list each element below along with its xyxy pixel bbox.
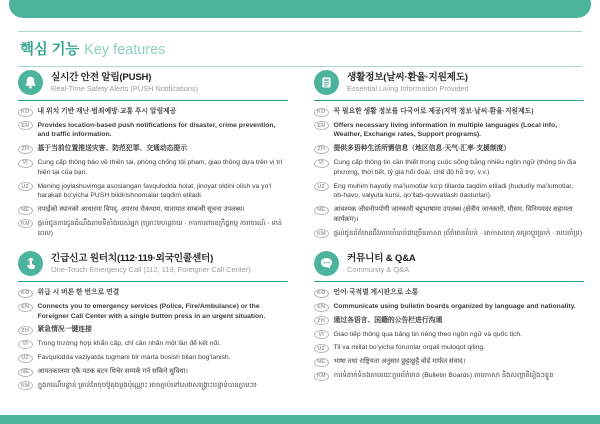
section-title: 긴급신고 원터치(112·119·외국인콜센터) [51, 252, 214, 264]
list-item [314, 302, 584, 312]
section-emergency-call-header [18, 251, 288, 282]
list-item [18, 381, 288, 391]
translation-text: Giao tiếp thông qua bảng tin riêng theo ngôn ngữ và quốc tịch. [333, 330, 523, 338]
list-item [314, 182, 584, 201]
section-title: 생활정보(날씨·환율·지원제도) [347, 71, 468, 83]
lang-badge: KM [18, 381, 33, 390]
lang-badge: VI [314, 159, 329, 168]
translation-text: ក្នុងករណីបន្ទាន់ គ្រាន់តែចុចប៊ូតុងម្តងប៉ុណ្ណោះ អាចភ្ជាប់ទៅសេវាសង្គ្រោះបន្ទាន់បានភ្លាមៗ៖ [37, 381, 257, 389]
section-emergency-call [18, 251, 288, 390]
features-grid [18, 70, 584, 390]
translation-text: 꼭 필요한 생활 정보를 다국어로 제공(지역 정보·날씨·환율·지원제도) [333, 108, 534, 115]
translation-text: Cung cấp thông tin cần thiết trong cuộc sống bằng nhiều ngôn ngữ (thông tin địa phương, thời tiết, tỷ giá hối đoái, chế độ hỗ trợ, v.v.) [333, 159, 577, 176]
news-icon [314, 70, 339, 95]
lang-badge: ZH [18, 326, 33, 335]
list-item [314, 357, 584, 367]
lang-badge: NE [18, 206, 33, 215]
translation-list [314, 107, 584, 238]
touch-icon [18, 251, 43, 276]
list-item [314, 107, 584, 117]
translation-text: Favqulodda vaziyatda tugmani bir marta bosish bilan bog‘lanish. [37, 354, 231, 362]
list-item [18, 367, 288, 377]
lang-badge: VI [18, 340, 33, 349]
lang-badge: EN [314, 121, 329, 130]
lang-badge: EN [18, 121, 33, 130]
translation-text: Communicate using bulletin boards organized by language and nationality. [333, 303, 576, 310]
list-item [18, 325, 288, 335]
lang-badge: UZ [18, 182, 33, 191]
bottom-accent-bar [0, 415, 600, 424]
translation-text: Trong trường hợp khẩn cấp, chỉ cần nhấn một lần để kết nối. [37, 340, 221, 348]
lang-badge: UZ [314, 182, 329, 191]
lang-badge: NE [314, 206, 329, 215]
list-item [314, 288, 584, 298]
translation-text: Connects you to emergency services (Police, Fire/Ambulance) or the Foreigner Call Center with a single button press in an urgent situation. [37, 303, 266, 320]
lang-badge: KM [18, 219, 33, 228]
list-item [18, 158, 288, 177]
list-item [18, 205, 288, 215]
translation-text: 내 위치 기반 재난·범죄예방·교통 푸시 알림제공 [37, 108, 177, 115]
page-title-english: Key features [84, 42, 166, 58]
translation-list [18, 107, 288, 238]
lang-badge: VI [18, 159, 33, 168]
lang-badge: ZH [314, 145, 329, 154]
translation-list [18, 288, 288, 390]
list-item [18, 339, 288, 349]
section-subtitle: Real-Time Safety Alerts (PUSH Notifications) [51, 83, 199, 93]
translation-text: Til va millat bo‘yicha forumlar orqali muloqot qiling. [333, 344, 486, 352]
list-item [314, 229, 584, 239]
translation-text: तपाईंको स्थानको आधारमा विपद्, अपराध रोकथाम, यातायात सम्बन्धी सूचना उपलब्ध। [37, 206, 245, 214]
translation-text: भाषा तथा राष्ट्रियता अनुसार छुट्टाछुट्टै बोर्ड मार्फत संवाद। [333, 358, 466, 366]
list-item [18, 353, 288, 363]
chat-icon [314, 251, 339, 276]
translation-text: 紧急情况一键连接 [37, 326, 92, 334]
section-safety-alerts-header [18, 70, 288, 101]
lang-badge: EN [314, 303, 329, 312]
section-subtitle: Essential Living Information Provided [347, 83, 469, 93]
section-living-info-header [314, 70, 584, 101]
section-title: 커뮤니티 & Q&A [347, 252, 416, 264]
lang-badge: ZH [18, 145, 33, 154]
list-item [314, 144, 584, 154]
translation-text: ការទំនាក់ទំនងតាមរយៈក្តារព័ត៌មាន (Bulletin Boards) តាមភាសា និងសញ្ជាតិរៀងៗខ្លួន [333, 372, 554, 380]
page-title-korean: 핵심 기능 [20, 42, 80, 58]
translation-text: Cung cấp thông báo về thiên tai, phòng chống tội phạm, giao thông dựa trên vị trí hiện tại của bạn. [37, 159, 283, 176]
translation-list [314, 288, 584, 381]
translation-text: आवश्यक जीवनोपयोगी जानकारी बहुभाषामा उपलब्ध (क्षेत्रीय जानकारी, मौसम, विनिमयदर सहायता कार्यक्रम)। [333, 206, 573, 223]
translation-text: 基于当前位置推送灾害、防范犯罪、交通动态提示 [37, 145, 188, 153]
translation-text: Mening joylashuvimga asoslangan favqulodda holat, jinoyat oldini olish va yo‘l harakati bo‘yicha PUSH bildirishnomalar taqdim etiladi. [37, 182, 272, 200]
translation-text: Offers necessary living information in multiple languages (Local info, Weather, Exchange rates, Support programs). [333, 121, 558, 139]
section-community-header [314, 251, 584, 282]
section-subtitle: One-Touch Emergency Call (112, 119, Foreigner Call Center) [51, 264, 251, 274]
list-item [314, 158, 584, 177]
list-item [314, 330, 584, 340]
translation-text: ផ្តល់ជូនការជូនដំណឹងតាមទីតាំងរបស់អ្នក (គ្រោះមហន្តរាយ · ការការពារឧក្រិដ្ឋកម្ម /ចរាចរណ៍ · ទាន់ពេល) [37, 219, 283, 237]
top-accent-bar [9, 0, 591, 18]
list-item [314, 316, 584, 326]
list-item [314, 121, 584, 140]
list-item [18, 219, 288, 238]
list-item [314, 371, 584, 381]
list-item [18, 121, 288, 140]
page-title [18, 31, 582, 67]
lang-badge: NE [314, 358, 329, 367]
lang-badge: KM [314, 229, 329, 238]
section-living-info [314, 70, 584, 238]
translation-text: Provides location-based push notifications for disaster, crime prevention, and traffic information. [37, 121, 276, 139]
translation-text: 提供多语种生活所需信息（地区信息·天气·汇率·支援制度） [333, 145, 511, 153]
list-item [18, 144, 288, 154]
translation-text: आपतकालमा एकै पटक बटन थिचेर सम्पर्क गर्न सकिने सुविधा। [37, 367, 188, 375]
translation-text: Eng muhim hayotiy ma’lumotlar ko‘p tillarda taqdim etiladi (hududiy ma’lumotlar, ob-havo, valyuta kursi, qo‘llab-quvvatlash dasturlari). [333, 182, 574, 200]
section-safety-alerts [18, 70, 288, 238]
lang-badge: EN [18, 303, 33, 312]
bell-icon [18, 70, 43, 95]
lang-badge: KO [18, 289, 33, 298]
translation-text: 通过各语言、国籍的公告栏进行沟通 [333, 316, 443, 324]
translation-text: 언어·국적별 게시판으로 소통 [333, 289, 419, 297]
translation-text: 위급 시 버튼 한 번으로 연결 [37, 289, 120, 297]
lang-badge: KM [314, 372, 329, 381]
lang-badge: UZ [18, 354, 33, 363]
translation-text: ផ្តល់ជូនព័ត៌មានជីវភាពចាំបាច់ជាច្រើនភាសា (ព័ត៌មានតំបន់ · អាកាសធាតុ /អត្រាប្តូរប្រាក់ · របបគាំទ្រ) [333, 229, 583, 237]
list-item [18, 182, 288, 201]
lang-badge: KO [18, 108, 33, 117]
list-item [18, 302, 288, 321]
list-item [314, 343, 584, 353]
section-title: 실시간 안전 알림(PUSH) [51, 71, 152, 83]
lang-badge: KO [314, 289, 329, 298]
lang-badge: VI [314, 330, 329, 339]
section-subtitle: Community & Q&A [347, 264, 410, 274]
lang-badge: NE [18, 368, 33, 377]
lang-badge: KO [314, 108, 329, 117]
lang-badge: ZH [314, 316, 329, 325]
lang-badge: UZ [314, 344, 329, 353]
section-community [314, 251, 584, 390]
list-item [18, 288, 288, 298]
list-item [18, 107, 288, 117]
list-item [314, 205, 584, 224]
